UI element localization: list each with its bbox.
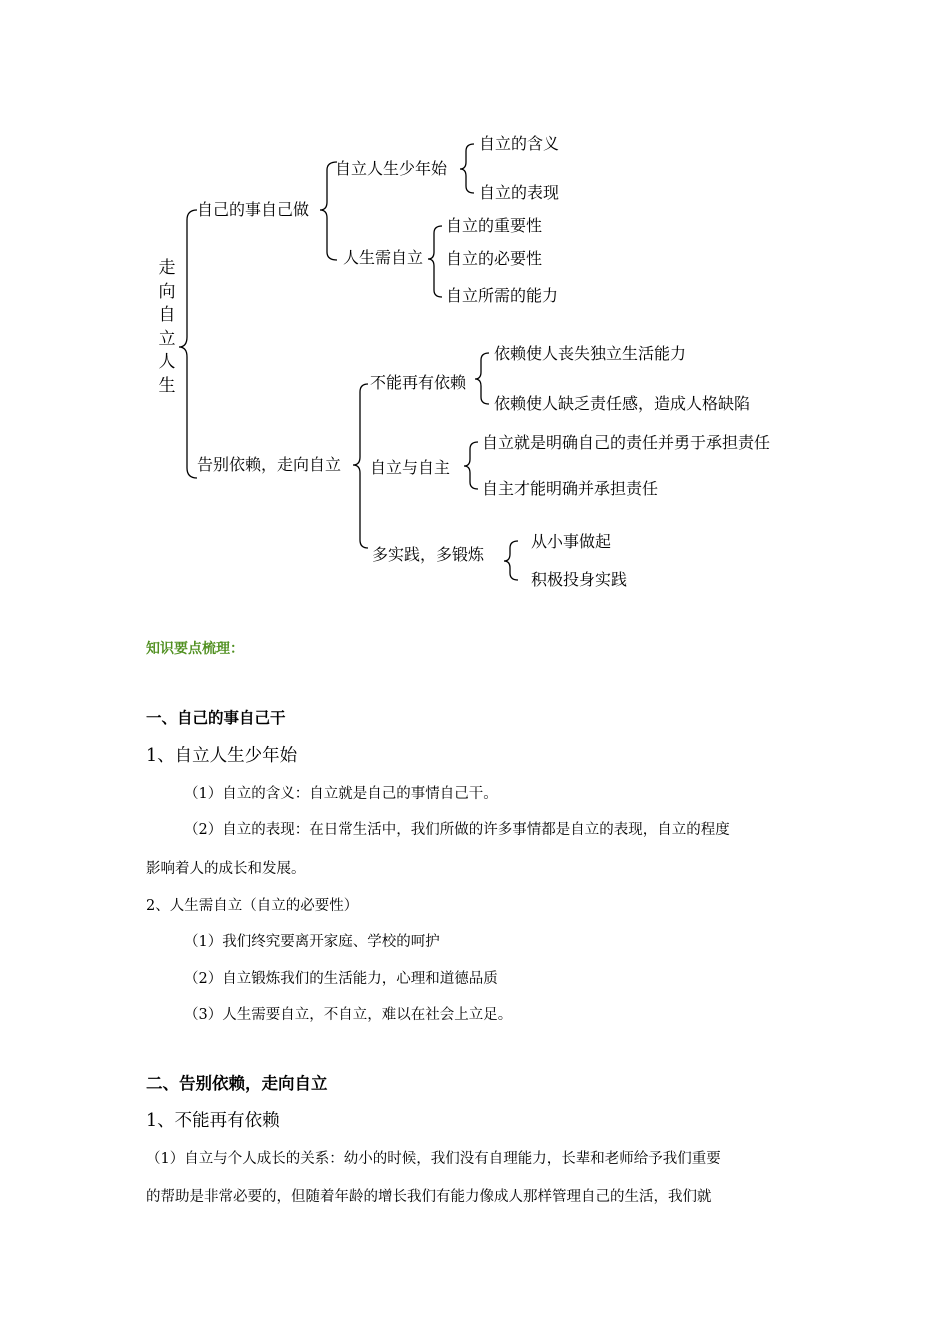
section1-p5: （3）人生需要自立，不自立，难以在社会上立足。 (184, 1007, 513, 1023)
section2-title: 二、告别依赖，走向自立 (146, 1074, 328, 1093)
branch-self-reliance: 自己的事自己做 (197, 200, 310, 219)
knowledge-heading: 知识要点梳理： (146, 641, 244, 657)
leaf-meaning: 自立的含义 (479, 134, 560, 153)
brace-sub1 (460, 144, 474, 193)
section1-p1: （1）自立的含义：自立就是自己的事情自己干。 (184, 786, 498, 802)
node-practice: 多实践，多锻炼 (372, 545, 485, 564)
section2-p1-line1: （1）自立与个人成长的关系：幼小的时候，我们没有自理能力，长辈和老师给予我们重要 (146, 1151, 721, 1167)
node-life-needs: 人生需自立 (343, 248, 424, 267)
leaf-performance: 自立的表现 (479, 183, 560, 202)
leaf-lack-responsibility: 依赖使人缺乏责任感，造成人格缺陷 (494, 394, 751, 413)
node-youth-start: 自立人生少年始 (335, 159, 448, 178)
section2-p1-line2: 的帮助是非常必要的，但随着年龄的增长我们有能力像成人那样管理自己的生活，我们就 (146, 1189, 712, 1205)
brace-b2-sub3 (504, 541, 518, 580)
brace-sub2 (428, 226, 442, 297)
leaf-necessity: 自立的必要性 (446, 249, 543, 268)
leaf-autonomy-responsibility: 自主才能明确并承担责任 (482, 479, 659, 498)
brace-b2-sub2 (464, 442, 478, 489)
leaf-engage-practice: 积极投身实践 (531, 570, 628, 589)
leaf-importance: 自立的重要性 (446, 216, 543, 235)
mindmap-braces (0, 0, 950, 620)
mindmap-root: 走向自立人生 (158, 258, 176, 396)
section1-title: 一、自己的事自己干 (146, 708, 286, 727)
branch-farewell-dependence: 告别依赖，走向自立 (197, 455, 342, 474)
section1-p4: （2）自立锻炼我们的生活能力，心理和道德品质 (184, 971, 498, 987)
brace-b2-sub1 (475, 353, 489, 404)
leaf-small-things: 从小事做起 (531, 532, 612, 551)
section1-p2-line1: （2）自立的表现：在日常生活中，我们所做的许多事情都是自立的表现，自立的程度 (184, 822, 730, 838)
node-no-dependence: 不能再有依赖 (370, 373, 467, 392)
section1-sub2-title: 2、人生需自立（自立的必要性） (146, 898, 359, 914)
leaf-clear-responsibility: 自立就是明确自己的责任并勇于承担责任 (482, 433, 771, 452)
section1-sub1-title: 1、自立人生少年始 (146, 746, 298, 766)
brace-root (179, 210, 197, 478)
section2-sub1-title: 1、不能再有依赖 (146, 1111, 280, 1131)
leaf-lose-ability: 依赖使人丧失独立生活能力 (494, 344, 687, 363)
section1-p3: （1）我们终究要离开家庭、学校的呵护 (184, 934, 440, 950)
section1-p2-line2: 影响着人的成长和发展。 (146, 861, 306, 877)
brace-branch2 (353, 384, 368, 548)
leaf-abilities: 自立所需的能力 (446, 286, 559, 305)
node-autonomy: 自立与自主 (370, 458, 451, 477)
